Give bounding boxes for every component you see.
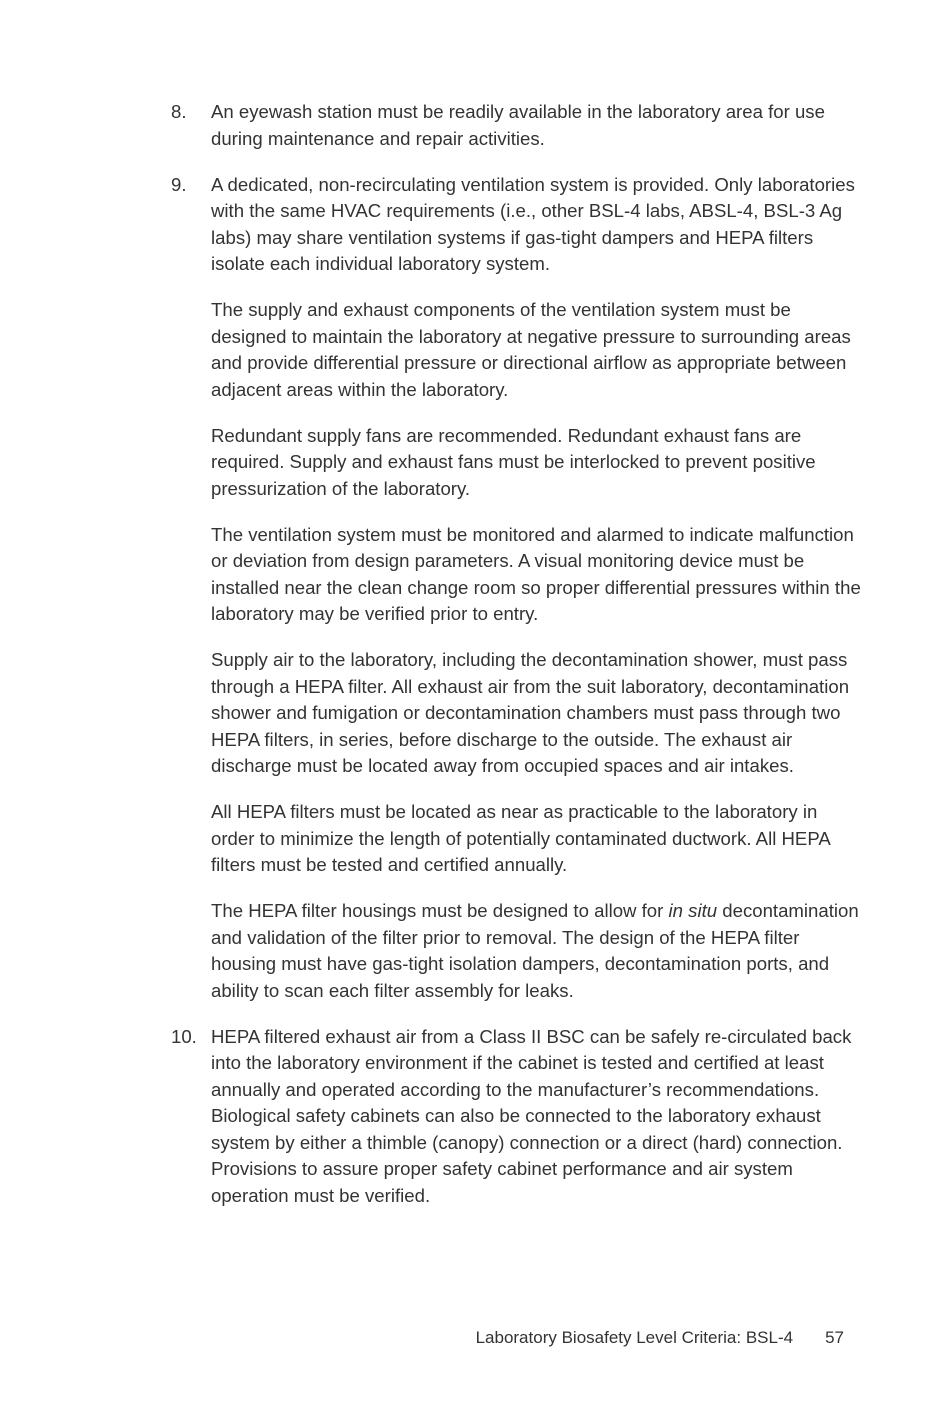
page-content [171, 99, 861, 1229]
item-body [211, 1024, 861, 1210]
running-title: Laboratory Biosafety Level Criteria: BSL-4 [475, 1328, 794, 1347]
paragraph: The supply and exhaust components of the ventilation system must be designed to maintain the laboratory at negative pressure to surrounding areas and provide differential pressure or directional airflow as appropriate between adjacent areas within the laboratory. [211, 299, 851, 400]
item-number: 10. [171, 1025, 197, 1047]
item-body [211, 99, 861, 152]
paragraph: All HEPA filters must be located as near as practicable to the laboratory in order to minimize the length of potentially contaminated ductwork. All HEPA filters must be tested and certified annually. [211, 801, 830, 875]
list-item-10 [171, 1024, 861, 1210]
text-run: The HEPA filter housings must be designed to allow for [211, 900, 669, 921]
list-item-9 [171, 172, 861, 1005]
paragraph: A dedicated, non-recirculating ventilation system is provided. Only laboratories with the same HVAC requirements (i.e., other BSL-4 labs, ABSL-4, BSL-3 Ag labs) may share ventilation systems if gas-tight dampers and HEPA filters isolate each individual laboratory system. [211, 173, 855, 274]
paragraph: An eyewash station must be readily available in the laboratory area for use during maintenance and repair activities. [211, 101, 825, 149]
paragraph: The ventilation system must be monitored and alarmed to indicate malfunction or deviation from design parameters. A visual monitoring device must be installed near the clean change room so proper differential pressures within the laboratory may be verified prior to entry. [211, 523, 861, 624]
paragraph: Redundant supply fans are recommended. Redundant exhaust fans are required. Supply and exhaust fans must be interlocked to prevent positive pressurization of the laboratory. [211, 424, 816, 499]
paragraph-hepa-housings [211, 898, 861, 1004]
paragraph: Supply air to the laboratory, including the decontamination shower, must pass through a HEPA filter. All exhaust air from the suit laboratory, decontamination shower and fumigation or decontamination chambers must pass through two HEPA filters, in series, before discharge to the outside. The exhaust air discharge must be located away from occupied spaces and air intakes. [211, 649, 850, 776]
italic-term: in situ [668, 900, 718, 921]
page-footer [476, 1326, 844, 1350]
item-number: 9. [171, 173, 187, 195]
text-run: decontamination and validation of the filter prior to removal. The design of the HEPA filter housing must have gas-tight isolation dampers, decontamination ports, and ability to scan each filter assembly for leaks. [211, 900, 859, 1001]
paragraph: HEPA filtered exhaust air from a Class II BSC can be safely re-circulated back into the laboratory environment if the cabinet is tested and certified at least annually and operated according to the manufacturer’s recommendations. Biological safety cabinets can also be connected to the laboratory exhaust system by either a thimble (canopy) connection or a direct (hard) connection. Provisions to assure proper safety cabinet performance and air system operation must be verified. [211, 1025, 852, 1206]
item-body [211, 172, 861, 1005]
list-item-8 [171, 99, 861, 152]
item-number: 8. [171, 101, 187, 122]
page-number: 57 [825, 1328, 844, 1347]
